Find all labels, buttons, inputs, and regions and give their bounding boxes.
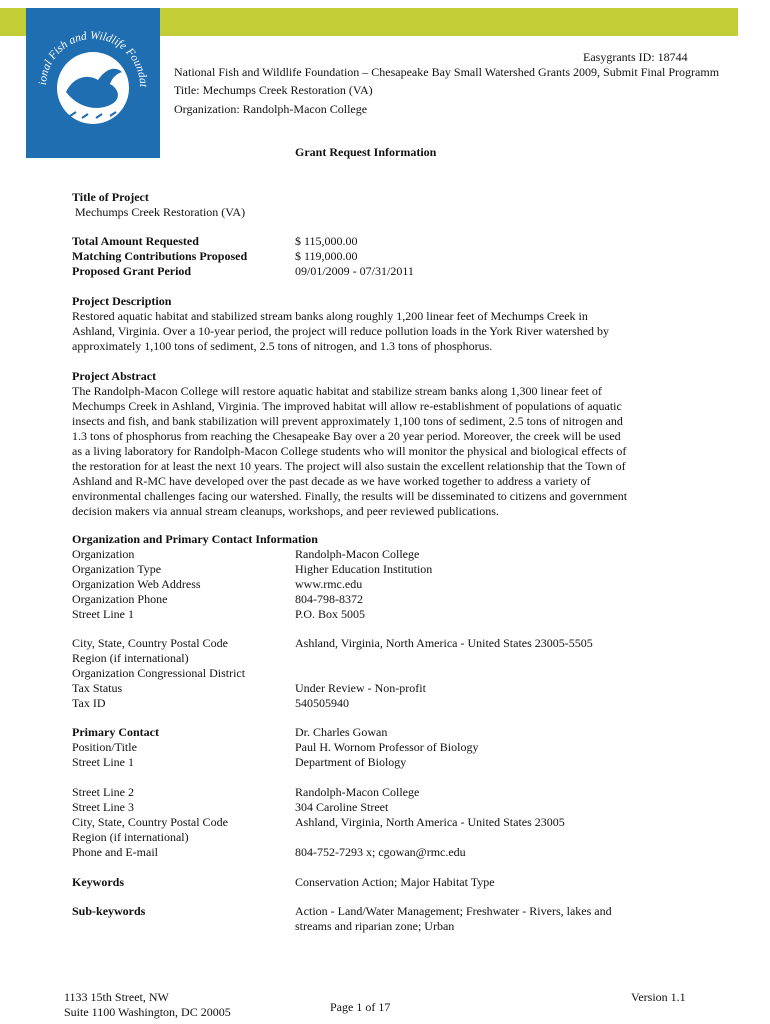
org-web-label: Organization Web Address <box>72 577 201 591</box>
matching-contributions-value: $ 119,000.00 <box>295 249 358 263</box>
grant-period-label: Proposed Grant Period <box>72 264 192 278</box>
primary-contact-name: Dr. Charles Gowan <box>295 725 388 739</box>
abstract-line: The Randolph-Macon College will restore aquatic habitat and stabilize stream banks along 1,300 linear feet of <box>72 384 602 398</box>
contact-street3-value: 304 Caroline Street <box>295 800 389 814</box>
sub-keywords-label: Sub-keywords <box>72 904 146 918</box>
position-value: Paul H. Wornom Professor of Biology <box>295 740 479 754</box>
org-type-label: Organization Type <box>72 562 162 576</box>
tax-status-label: Tax Status <box>72 681 123 695</box>
org-street-label: Street Line 1 <box>72 607 134 621</box>
foundation-logo <box>26 8 160 158</box>
org-region-label: Region (if international) <box>72 651 189 665</box>
contact-street3-label: Street Line 3 <box>72 800 134 814</box>
org-contact-heading: Organization and Primary Contact Information <box>72 532 318 546</box>
position-label: Position/Title <box>72 740 137 754</box>
contact-city-value: Ashland, Virginia, North America - United States 23005 <box>295 815 565 829</box>
easygrants-id: Easygrants ID: 18744 <box>583 50 688 64</box>
contact-street2-value: Randolph-Macon College <box>295 785 420 799</box>
total-amount-label: Total Amount Requested <box>72 234 199 248</box>
org-phone-value: 804-798-8372 <box>295 592 363 606</box>
tax-id-label: Tax ID <box>72 696 106 710</box>
contact-region-label: Region (if international) <box>72 830 189 844</box>
duck-seal-icon <box>26 8 160 158</box>
footer-address-line2: Suite 1100 Washington, DC 20005 <box>64 1005 231 1019</box>
sub-keywords-line: streams and riparian zone; Urban <box>295 919 455 933</box>
header-organization: Organization: Randolph-Macon College <box>174 102 368 116</box>
org-city-label: City, State, Country Postal Code <box>72 636 228 650</box>
abstract-line: Mechumps Creek in Ashland, Virginia. The improved habitat will allow re-establishment of populations of aquatic <box>72 399 622 413</box>
project-abstract-label: Project Abstract <box>72 369 157 383</box>
description-line: approximately 1,100 tons of sediment, 2.5 tons of nitrogen, and 1.3 tons of phosphorus. <box>72 339 493 353</box>
total-amount-value: $ 115,000.00 <box>295 234 358 248</box>
tax-status-value: Under Review - Non-profit <box>295 681 426 695</box>
keywords-value: Conservation Action; Major Habitat Type <box>295 875 495 889</box>
project-description-label: Project Description <box>72 294 172 308</box>
program-line: National Fish and Wildlife Foundation – Chesapeake Bay Small Watershed Grants 2009, Submit Final Programm <box>174 65 720 79</box>
org-city-value: Ashland, Virginia, North America - United States 23005-5505 <box>295 636 593 650</box>
org-phone-label: Organization Phone <box>72 592 168 606</box>
tax-id-value: 540505940 <box>295 696 349 710</box>
keywords-label: Keywords <box>72 875 124 889</box>
abstract-line: Ashland and R-MC have developed over the past decade as we have worked together to address a variety of <box>72 474 591 488</box>
org-type-value: Higher Education Institution <box>295 562 433 576</box>
abstract-line: 1.3 tons of phosphorus from reaching the Chesapeake Bay over a 20 year period. Moreover, the creek will be used <box>72 429 621 443</box>
grant-period-value: 09/01/2009 - 07/31/2011 <box>295 264 414 278</box>
org-district-label: Organization Congressional District <box>72 666 246 680</box>
footer-address-line1: 1133 15th Street, NW <box>64 990 169 1004</box>
header-title: Title: Mechumps Creek Restoration (VA) <box>174 83 373 97</box>
abstract-line: insects and fish, and bank stabilization will prevent approximately 1,100 tons of sediment, 2.5 tons of nitrogen and <box>72 414 623 428</box>
contact-street2-label: Street Line 2 <box>72 785 134 799</box>
org-value: Randolph-Macon College <box>295 547 420 561</box>
project-title-value: Mechumps Creek Restoration (VA) <box>75 205 246 219</box>
version: Version 1.1 <box>631 990 686 1004</box>
org-web-value: www.rmc.edu <box>295 577 363 591</box>
org-label: Organization <box>72 547 135 561</box>
project-title-label: Title of Project <box>72 190 149 204</box>
abstract-line: environmental challenges facing our watershed. Finally, the results will be disseminated to citizens and government <box>72 489 628 503</box>
svg-text:National Fish and Wildlife Fou: ional Fish and Wildlife Foundat <box>36 29 150 88</box>
description-line: Ashland, Virginia. Over a 10-year period, the project will reduce pollution loads in the York River watershed by <box>72 324 610 338</box>
page-number: Page 1 of 17 <box>330 1000 391 1014</box>
contact-city-label: City, State, Country Postal Code <box>72 815 228 829</box>
contact-street1-value: Department of Biology <box>295 755 407 769</box>
phone-email-label: Phone and E-mail <box>72 845 158 859</box>
primary-contact-heading: Primary Contact <box>72 725 159 739</box>
org-street-value: P.O. Box 5005 <box>295 607 366 621</box>
description-line: Restored aquatic habitat and stabilized stream banks along roughly 1,200 linear feet of Mechumps Creek in <box>72 309 588 323</box>
abstract-line: decision makers via annual stream cleanups, workshops, and peer reviewed publications. <box>72 504 499 518</box>
matching-contributions-label: Matching Contributions Proposed <box>72 249 248 263</box>
contact-street1-label: Street Line 1 <box>72 755 134 769</box>
abstract-line: as a living laboratory for Randolph-Macon College students who will monitor the physical and biological effects of <box>72 444 627 458</box>
abstract-line: the restoration for at least the next 10 years. The project will also sustain the excellent relationship that the Town of <box>72 459 626 473</box>
section-heading: Grant Request Information <box>295 145 437 159</box>
phone-email-value: 804-752-7293 x; cgowan@rmc.edu <box>295 845 466 859</box>
sub-keywords-line: Action - Land/Water Management; Freshwater - Rivers, lakes and <box>295 904 612 918</box>
